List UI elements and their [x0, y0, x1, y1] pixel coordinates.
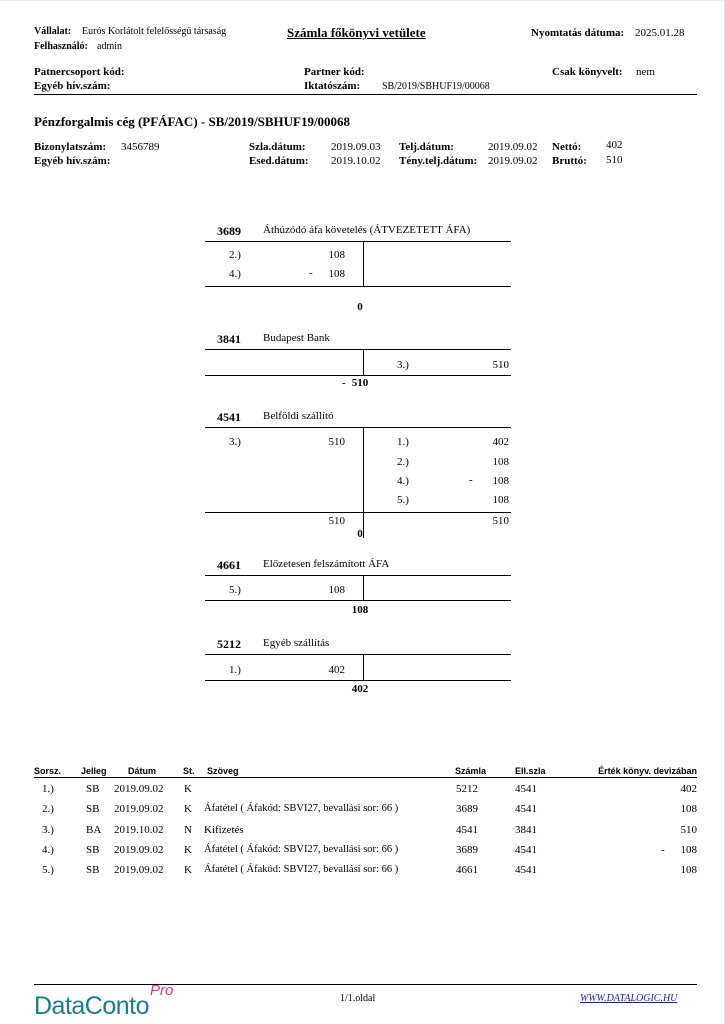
debit-entry-label: 5.)	[229, 584, 241, 596]
perf-date-label: Telj.dátum:	[399, 141, 454, 153]
partner-group-label: Patnercsoport kód:	[34, 66, 125, 78]
row-counter-account: 4541	[515, 844, 537, 856]
invoice-heading: Pénzforgalmis cég (PFÁFAC) - SB/2019/SBHUF19/00068	[34, 114, 351, 129]
row-account: 3689	[456, 844, 478, 856]
row-status: N	[184, 824, 192, 836]
report-title: Számla főkönyvi vetülete	[287, 25, 426, 40]
voucher-no-value: 3456789	[121, 141, 160, 153]
balance-sign: -	[342, 377, 346, 389]
account-bottom-line	[205, 512, 511, 513]
page-number: 1/1.oldal	[340, 993, 376, 1004]
account-center-line	[363, 428, 364, 538]
credit-entry-label: 2.)	[397, 456, 409, 468]
company-label: Vállalat:	[34, 26, 72, 37]
account-name: Előzetesen felszámított ÁFA	[263, 558, 390, 570]
row-type: SB	[86, 803, 100, 815]
voucher-no-label: Bizonylatszám:	[34, 141, 107, 153]
row-counter-account: 4541	[515, 783, 537, 795]
account-top-line	[205, 241, 511, 242]
t-account	[205, 558, 511, 620]
gross-value: 510	[606, 154, 623, 166]
row-value: 108	[680, 864, 697, 876]
company-value: Eurós Korlátolt felelősségű társaság	[82, 26, 227, 37]
gross-label: Bruttó:	[552, 155, 587, 167]
debit-entry-sign: -	[309, 267, 313, 279]
row-account: 4661	[456, 864, 478, 876]
only-posted-label: Csak könyvelt:	[552, 66, 623, 78]
credit-entry-label: 3.)	[397, 359, 409, 371]
net-label: Nettó:	[552, 141, 582, 153]
net-value: 402	[606, 139, 623, 151]
debit-entry-label: 3.)	[229, 436, 241, 448]
account-top-line	[205, 575, 511, 576]
row-value: 108	[680, 844, 697, 856]
account-bottom-line	[205, 286, 511, 287]
account-center-line	[363, 576, 364, 600]
credit-entry-value: 510	[492, 359, 509, 371]
row-seq: 3.)	[42, 824, 54, 836]
col-header-type: Jelleg	[81, 766, 107, 776]
user-value: admin	[97, 41, 122, 52]
debit-entry-value: 108	[328, 249, 345, 261]
col-header-date: Dátum	[128, 766, 157, 776]
other-ref-label: Egyéb hív.szám:	[34, 80, 111, 92]
row-counter-account: 3841	[515, 824, 537, 836]
account-name: Belföldi szállító	[263, 410, 334, 422]
account-balance: 108	[351, 604, 369, 616]
account-name: Budapest Bank	[263, 332, 330, 344]
row-account: 3689	[456, 803, 478, 815]
dataconto-logo: DataConto	[34, 992, 150, 1020]
website-link[interactable]: WWW.DATALOGIC.HU	[580, 993, 678, 1004]
account-bottom-line	[205, 375, 511, 376]
row-type: SB	[86, 864, 100, 876]
row-value-sign: -	[661, 844, 665, 856]
col-header-counter-account: Ell.szla	[515, 766, 546, 776]
t-account	[205, 332, 511, 392]
row-date: 2019.09.02	[114, 864, 164, 876]
t-account	[205, 410, 511, 540]
account-top-line	[205, 427, 511, 428]
credit-entry-label: 4.)	[397, 475, 409, 487]
account-top-line	[205, 349, 511, 350]
account-balance: 0	[357, 301, 363, 313]
account-center-line	[363, 350, 364, 375]
row-value: 402	[680, 783, 697, 795]
debit-entry-value: 108	[328, 268, 345, 280]
filing-no-label: Iktatószám:	[304, 80, 361, 92]
partner-code-label: Partner kód:	[304, 66, 365, 78]
row-seq: 1.)	[42, 783, 54, 795]
col-header-status: St.	[183, 766, 195, 776]
account-top-line	[205, 654, 511, 655]
only-posted-value: nem	[636, 66, 655, 78]
due-date-value: 2019.10.02	[331, 155, 381, 167]
t-account	[205, 224, 511, 314]
row-date: 2019.09.02	[114, 783, 164, 795]
row-counter-account: 4541	[515, 864, 537, 876]
row-status: K	[184, 783, 192, 795]
account-number: 3689	[217, 224, 241, 238]
credit-entry-sign: -	[469, 474, 473, 486]
filing-no-value: SB/2019/SBHUF19/00068	[382, 81, 490, 92]
account-name: Áthúzódó áfa követelés (ÁTVEZETETT ÁFA)	[263, 224, 471, 236]
page-edge-top	[0, 0, 725, 1]
credit-entry-value: 108	[492, 494, 509, 506]
account-center-line	[363, 655, 364, 680]
account-balance: 402	[351, 683, 369, 695]
t-account	[205, 637, 511, 699]
debit-entry-label: 2.)	[229, 249, 241, 261]
row-status: K	[184, 864, 192, 876]
account-number: 4541	[217, 410, 241, 424]
account-balance: 510	[351, 377, 369, 389]
footer-divider	[34, 984, 697, 985]
debit-entry-label: 1.)	[229, 664, 241, 676]
account-center-line	[363, 242, 364, 286]
row-date: 2019.09.02	[114, 844, 164, 856]
row-date: 2019.09.02	[114, 803, 164, 815]
row-text: Kifizetés	[204, 824, 244, 836]
col-header-account: Számla	[455, 766, 487, 776]
row-seq: 5.)	[42, 864, 54, 876]
row-text: Áfatétel ( Áfakód: SBVI27, bevallási sor: 66 )	[204, 803, 399, 814]
debit-entry-value: 108	[328, 584, 345, 596]
row-value: 108	[680, 803, 697, 815]
row-type: BA	[86, 824, 102, 836]
user-label: Felhasználó:	[34, 41, 88, 52]
table-header-divider	[34, 777, 697, 778]
credit-entry-value: 108	[492, 475, 509, 487]
print-date-value: 2025.01.28	[635, 27, 685, 39]
actual-perf-date-label: Tény.telj.dátum:	[399, 155, 478, 167]
account-name: Egyéb szállítás	[263, 637, 330, 649]
actual-perf-date-value: 2019.09.02	[488, 155, 538, 167]
row-seq: 4.)	[42, 844, 54, 856]
account-number: 4661	[217, 558, 241, 572]
row-account: 5212	[456, 783, 478, 795]
invoice-other-ref-label: Egyéb hív.szám:	[34, 155, 111, 167]
print-date-label: Nyomtatás dátuma:	[531, 27, 625, 39]
row-status: K	[184, 803, 192, 815]
row-date: 2019.10.02	[114, 824, 164, 836]
account-bottom-line	[205, 680, 511, 681]
col-header-value: Érték könyv. devizában	[598, 766, 697, 776]
debit-entry-value: 402	[328, 664, 345, 676]
credit-entry-label: 1.)	[397, 436, 409, 448]
credit-entry-value: 402	[492, 436, 509, 448]
invoice-date-value: 2019.09.03	[331, 141, 381, 153]
account-bottom-line	[205, 600, 511, 601]
row-status: K	[184, 844, 192, 856]
account-number: 5212	[217, 637, 241, 651]
dataconto-logo-pro: Pro	[150, 982, 174, 999]
row-text: Áfatétel ( Áfakód: SBVI27, bevallási sor: 66 )	[204, 844, 399, 855]
account-number: 3841	[217, 332, 241, 346]
row-type: SB	[86, 844, 100, 856]
header-divider	[34, 94, 697, 95]
debit-total: 510	[328, 515, 345, 527]
account-balance: 0	[357, 528, 363, 540]
debit-entry-label: 4.)	[229, 268, 241, 280]
col-header-text: Szöveg	[207, 766, 239, 776]
credit-total: 510	[492, 515, 509, 527]
perf-date-value: 2019.09.02	[488, 141, 538, 153]
row-type: SB	[86, 783, 100, 795]
col-header-seq: Sorsz.	[34, 766, 62, 776]
row-counter-account: 4541	[515, 803, 537, 815]
row-value: 510	[680, 824, 697, 836]
due-date-label: Esed.dátum:	[249, 155, 309, 167]
row-seq: 2.)	[42, 803, 54, 815]
invoice-date-label: Szla.dátum:	[249, 141, 306, 153]
debit-entry-value: 510	[328, 436, 345, 448]
row-account: 4541	[456, 824, 478, 836]
row-text: Áfatétel ( Áfakód: SBVI27, bevallási sor: 66 )	[204, 864, 399, 875]
credit-entry-label: 5.)	[397, 494, 409, 506]
credit-entry-value: 108	[492, 456, 509, 468]
